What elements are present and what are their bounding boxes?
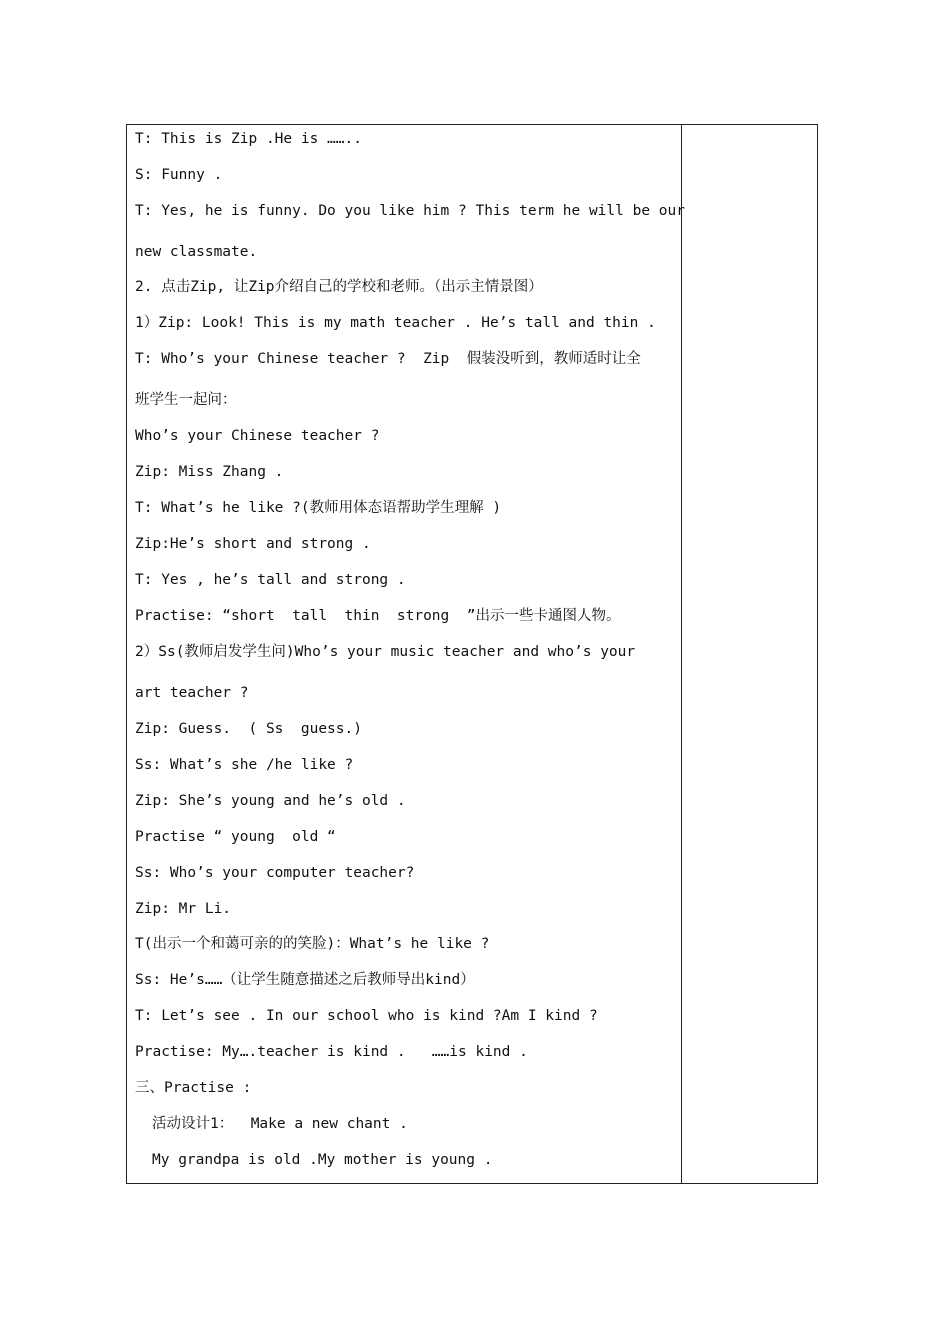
- text-line: 2）Ss(教师启发学生问)Who’s your music teacher and who’s your: [135, 644, 636, 660]
- text-line: Zip: Mr Li.: [135, 901, 232, 917]
- text-line: T: Who’s your Chinese teacher ? Zip 假装没听到，教师适时让全: [135, 351, 641, 367]
- text-line: T(出示一个和蔼可亲的的笑脸)：What’s he like ?: [135, 936, 490, 952]
- text-line: Zip: Miss Zhang .: [135, 464, 284, 480]
- text-line: S: Funny .: [135, 167, 223, 183]
- text-line: Zip: Guess. ( Ss guess.): [135, 721, 362, 737]
- text-line: Ss: He’s……（让学生随意描述之后教师导出kind）: [135, 972, 475, 988]
- text-line: new classmate.: [135, 244, 258, 260]
- text-line: T: This is Zip .He is ……..: [135, 131, 362, 147]
- text-line: Zip:He’s short and strong .: [135, 536, 371, 552]
- text-line: 班学生一起问：: [135, 392, 237, 408]
- text-line: 2. 点击Zip, 让Zip介绍自己的学校和老师。（出示主情景图）: [135, 279, 543, 295]
- text-line: T: Yes, he is funny. Do you like him ? This term he will be our: [135, 203, 685, 219]
- text-line: Practise: “short tall thin strong ”出示一些卡通图人物。: [135, 608, 621, 624]
- text-line: Practise “ young old “: [135, 829, 336, 845]
- text-line: art teacher ?: [135, 685, 249, 701]
- lesson-plan-table: [126, 124, 818, 1184]
- section-heading: 三、Practise :: [135, 1080, 252, 1096]
- text-line: T: What’s he like ?(教师用体态语帮助学生理解 ): [135, 500, 502, 516]
- text-line: My grandpa is old .My mother is young .: [152, 1152, 493, 1168]
- text-line: 活动设计1： Make a new chant .: [152, 1116, 408, 1132]
- text-line: Zip: She’s young and he’s old .: [135, 793, 406, 809]
- text-line: Ss: What’s she /he like ?: [135, 757, 354, 773]
- text-line: Who’s your Chinese teacher ?: [135, 428, 380, 444]
- text-line: Practise: My….teacher is kind . ……is kind .: [135, 1044, 528, 1060]
- notes-cell: [682, 125, 817, 1183]
- lesson-content-cell: [127, 125, 685, 1183]
- text-line: Ss: Who’s your computer teacher?: [135, 865, 415, 881]
- text-line: 1）Zip: Look! This is my math teacher . He’s tall and thin .: [135, 315, 656, 331]
- text-line: T: Let’s see . In our school who is kind ?Am I kind ?: [135, 1008, 598, 1024]
- text-line: T: Yes , he’s tall and strong .: [135, 572, 406, 588]
